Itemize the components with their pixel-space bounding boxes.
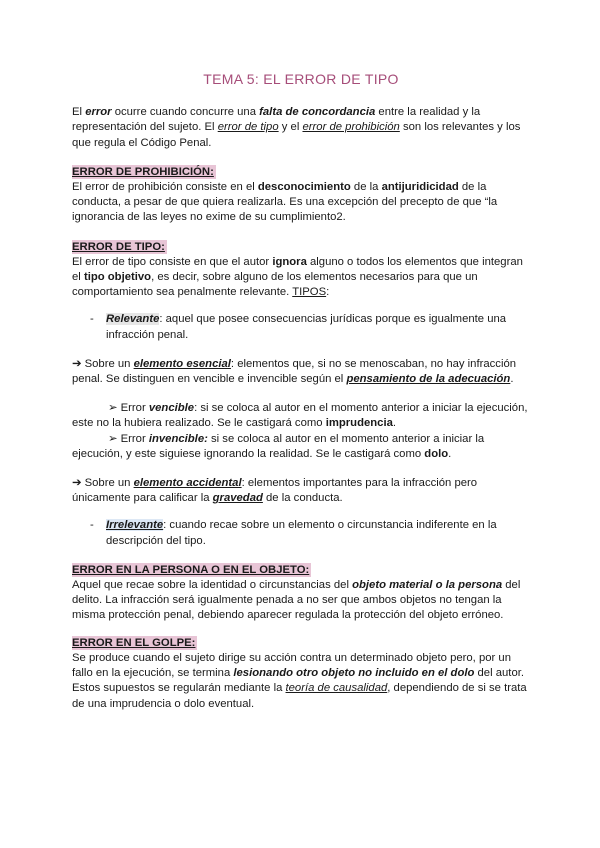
section-prohibicion <box>72 165 530 226</box>
text: ocurre cuando concurre una <box>111 106 260 119</box>
term-label: invencible: <box>148 432 208 445</box>
text: del delito. La infracción será igualmente penada a no ser que ambos objetos no tengan la misma protección penal, debiendo aparecer regulada la protección del objeto erróneo. <box>72 579 521 622</box>
text: El error de tipo consiste en que el autor <box>72 255 273 268</box>
bullet-dash: - <box>90 313 94 326</box>
text: El error de prohibición consiste en el <box>72 181 258 194</box>
section-persona <box>72 563 530 624</box>
arrow-text: ➢ Error <box>108 432 149 445</box>
text: : elementos importantes para la infracción pero únicamente para calificar la <box>72 477 478 505</box>
text: de la conducta, a pesar de que quiera realizarla. Es una excepción del precepto de que “la ignorancia de las leyes no exime de su cumplimiento2. <box>72 181 498 224</box>
section-tipo <box>72 240 530 549</box>
term-label: elemento accidental <box>133 477 242 490</box>
text: y el <box>278 121 303 134</box>
term-label: vencible <box>148 402 195 415</box>
section-heading: ERROR EN EL GOLPE: <box>72 636 196 649</box>
section-heading: ERROR EN LA PERSONA O EN EL OBJETO: <box>72 563 310 576</box>
text: Se produce cuando el sujeto dirige su acción contra un determinado objeto pero, por un fallo en la ejecución, se termina <box>72 651 511 680</box>
bullet-dash: - <box>90 519 94 532</box>
error-vencible-paragraph <box>72 401 530 431</box>
term-label: Relevante <box>106 313 160 326</box>
emphasis: desconocimiento <box>257 181 351 194</box>
list-item-relevante <box>72 312 530 342</box>
emphasis: lesionando otro objeto no incluido en el dolo <box>233 667 475 680</box>
list-item-irrelevante <box>72 518 530 548</box>
elemento-esencial-paragraph <box>72 357 530 387</box>
text: Aquel que recae sobre la identidad o circunstancias del <box>72 579 353 592</box>
text: : aquel que posee consecuencias jurídicas porque es igualmente una infracción penal. <box>106 313 507 341</box>
emphasis: ignora <box>272 255 307 268</box>
text: : si se coloca al autor en el momento anterior a iniciar la ejecución, este no la hubiera realizado. Se le castigará como <box>72 402 528 430</box>
term-label: Irrelevante <box>106 519 164 532</box>
text: si se coloca al autor en el momento anterior a iniciar la ejecución, y este siguiese ignorando la realidad. Se le castigará como <box>72 432 485 460</box>
underlined-term: TIPOS <box>292 286 327 299</box>
emphasis: error <box>85 106 112 119</box>
text: entre la realidad y la representación del sujeto. El <box>72 106 481 134</box>
intro-paragraph <box>72 105 530 151</box>
error-invencible-paragraph <box>72 432 530 462</box>
emphasis: tipo objetivo <box>83 271 152 284</box>
page-title: TEMA 5: EL ERROR DE TIPO <box>203 71 399 87</box>
underlined-term: gravedad <box>212 492 263 505</box>
text: de la <box>350 181 382 194</box>
section-paragraph <box>72 255 530 301</box>
section-heading: ERROR DE PROHIBICIÓN: <box>72 165 214 178</box>
section-paragraph <box>72 651 530 712</box>
elemento-accidental-paragraph <box>72 476 530 506</box>
text: : cuando recae sobre un elemento o circunstancia indiferente en la descripción del tipo. <box>106 519 497 547</box>
underlined-term: pensamiento de la adecuación <box>346 373 511 386</box>
text: son los relevantes y los que regula el Código Penal. <box>72 121 521 149</box>
document-page <box>72 72 530 712</box>
emphasis: dolo <box>424 447 449 460</box>
text: : <box>326 286 330 299</box>
text: . <box>448 447 452 460</box>
arrow-text: ➔ Sobre un <box>72 357 134 370</box>
section-heading: ERROR DE TIPO: <box>72 240 165 253</box>
text: : elementos que, si no se menoscaban, no hay infracción penal. Se distinguen en vencible e invencible según el <box>72 357 517 386</box>
emphasis: antijuridicidad <box>381 181 459 194</box>
section-paragraph <box>72 578 530 624</box>
underlined-term: teoría de causalidad <box>285 682 388 695</box>
emphasis: objeto material o la persona <box>352 579 503 592</box>
emphasis: imprudencia <box>325 417 393 430</box>
arrow-text: ➢ Error <box>108 402 149 415</box>
arrow-text: ➔ Sobre un <box>72 477 134 490</box>
section-paragraph <box>72 180 530 226</box>
text: del autor. Estos supuestos se regularán mediante la <box>72 667 525 695</box>
text: alguno o todos los elementos que integran el <box>72 255 523 284</box>
text: , dependiendo de si se trata de una imprudencia o dolo eventual. <box>72 682 527 710</box>
emphasis: falta de concordancia <box>259 106 376 119</box>
text: . <box>392 417 397 430</box>
text: de la conducta. <box>262 492 343 505</box>
text: , es decir, sobre alguno de los elementos necesarios para que un comportamiento sea penalmente relevante. <box>72 271 478 299</box>
term-label: elemento esencial <box>133 357 231 370</box>
underlined-term: error de prohibición <box>302 121 400 134</box>
text: El <box>72 106 86 119</box>
underlined-term: error de tipo <box>217 121 279 134</box>
section-golpe <box>72 636 530 712</box>
text: . <box>510 373 514 386</box>
